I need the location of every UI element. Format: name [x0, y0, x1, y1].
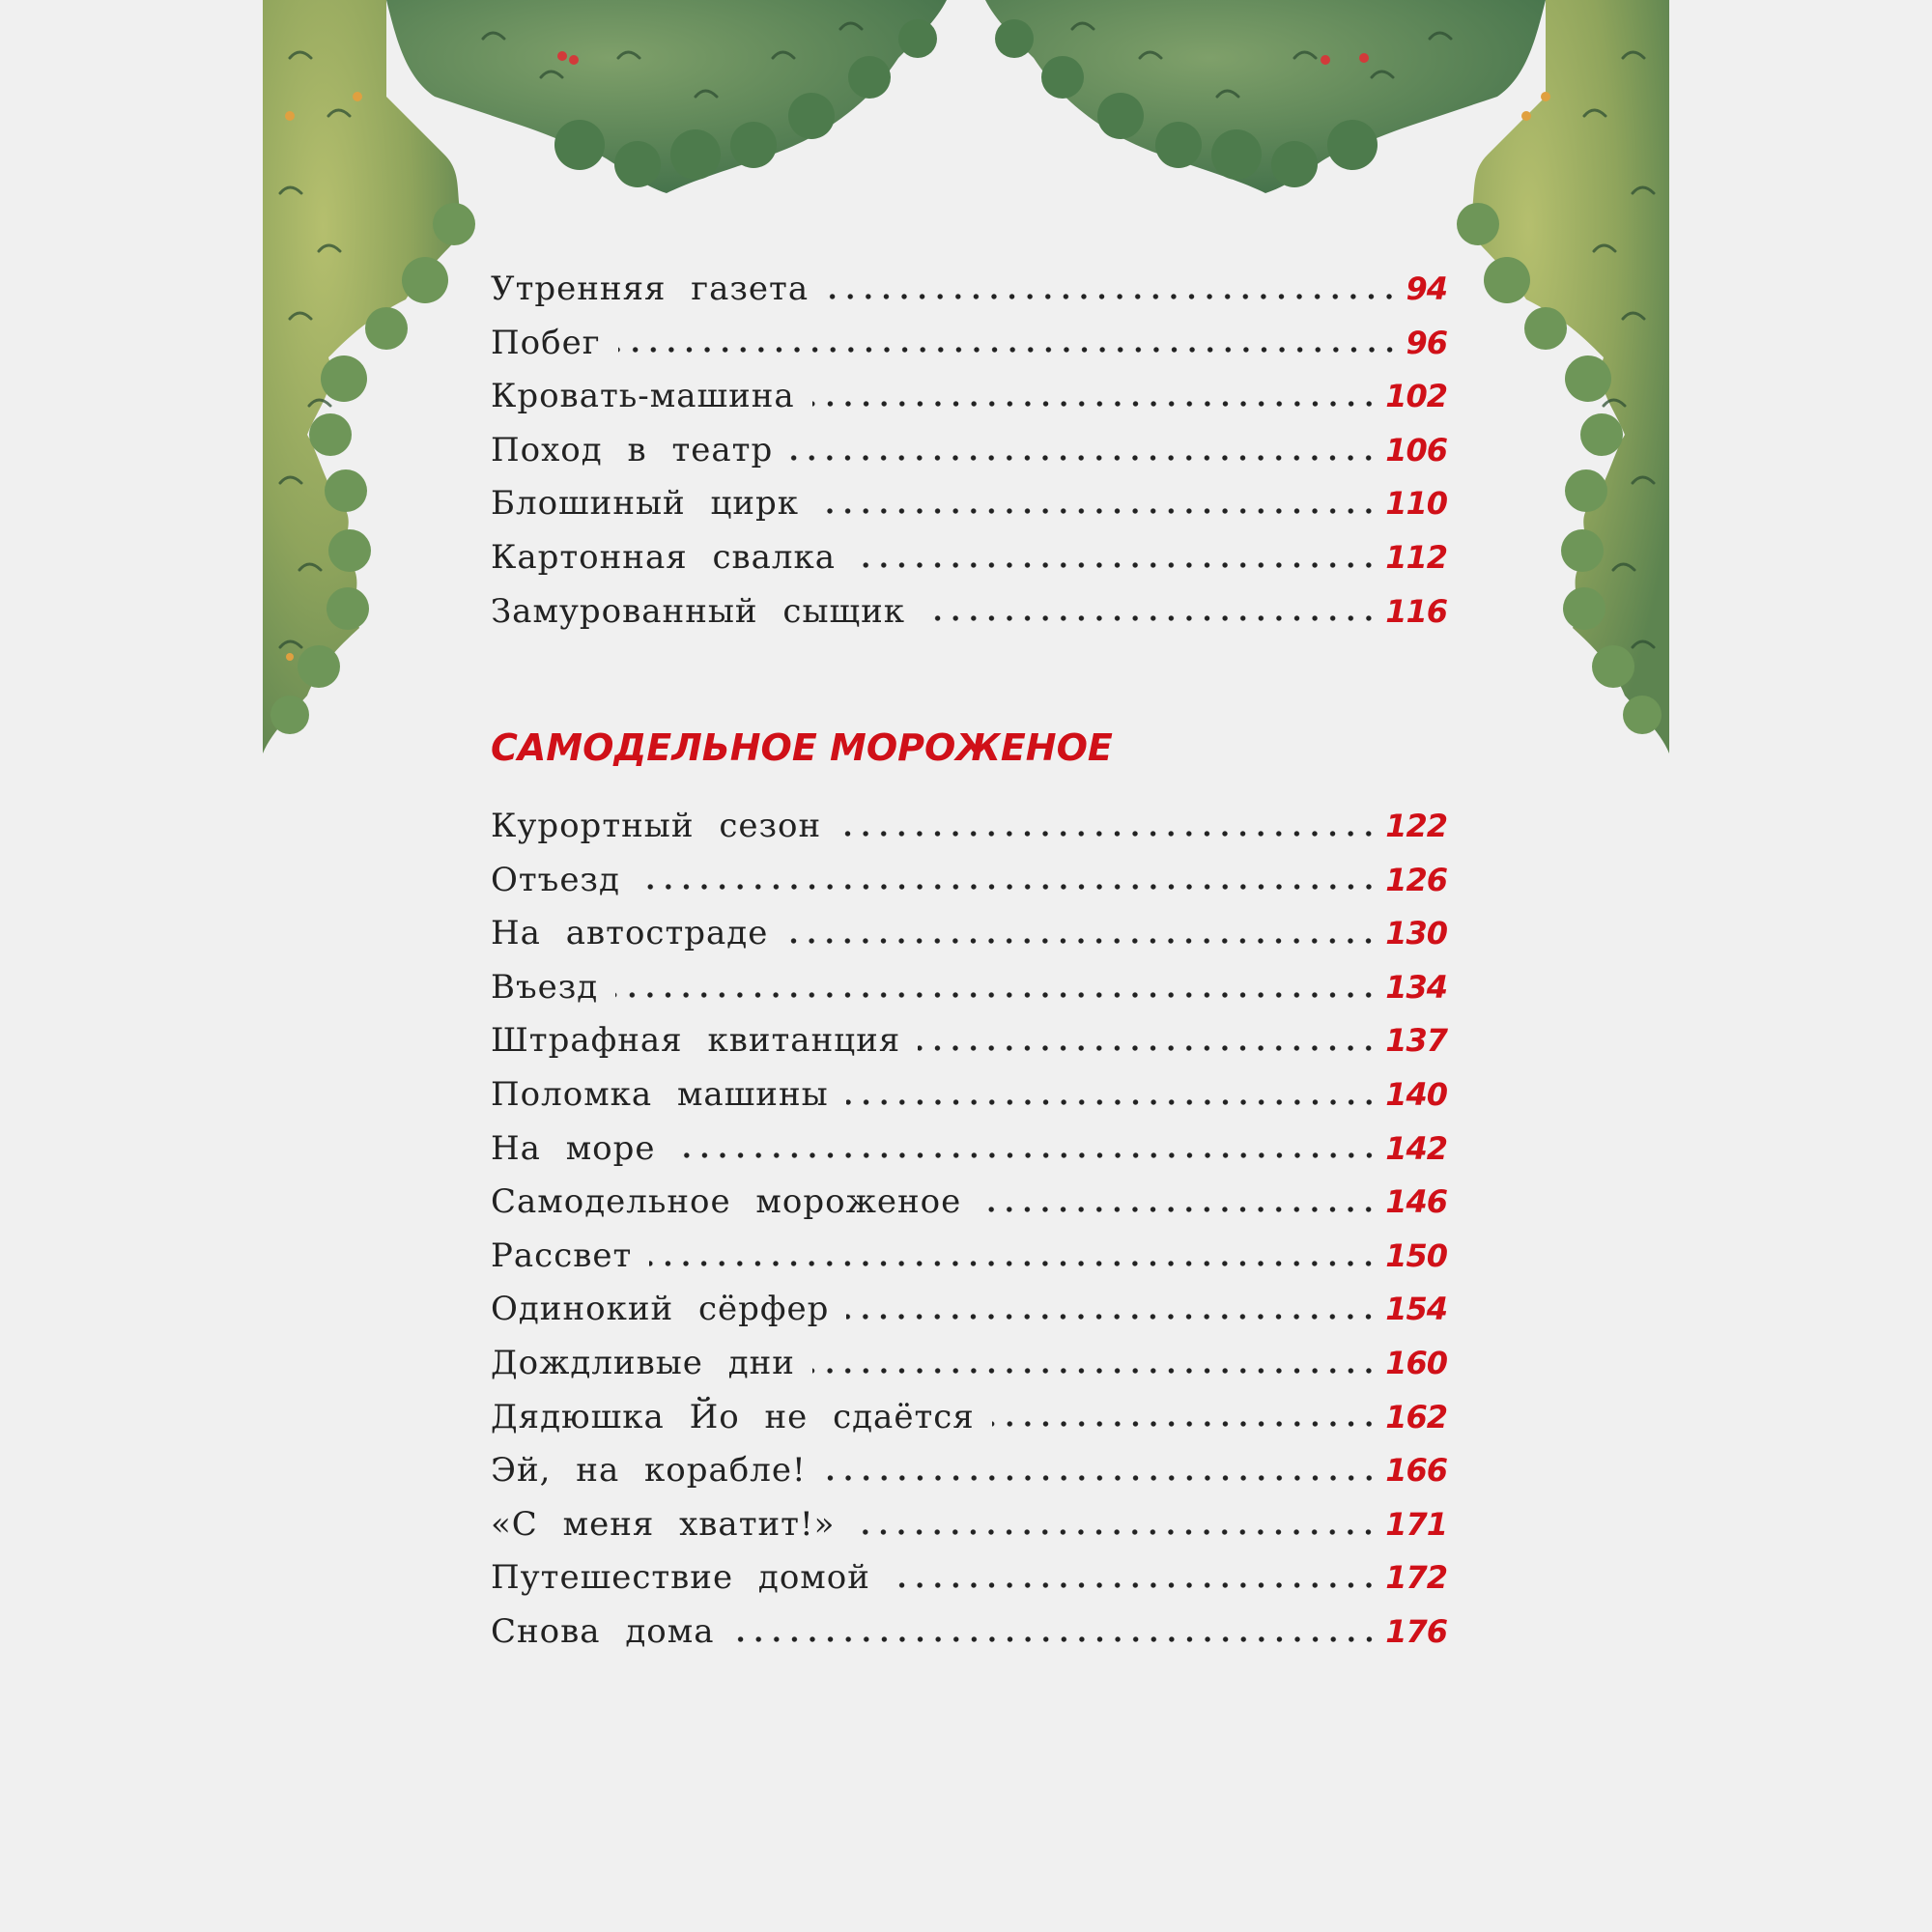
toc-entry[interactable] — [491, 1230, 1447, 1284]
toc-entry-page: 137 — [1385, 1022, 1447, 1060]
toc-entry[interactable] — [491, 1551, 1447, 1605]
toc-entry-page: 102 — [1385, 378, 1447, 415]
toc-dot-leader — [888, 1581, 1378, 1589]
toc-dot-leader — [846, 1313, 1378, 1321]
toc-entry-page: 160 — [1385, 1344, 1447, 1381]
toc-entry[interactable] — [491, 1014, 1447, 1068]
toc-entry-page: 116 — [1385, 592, 1447, 630]
toc-dot-leader — [618, 346, 1399, 354]
toc-entry-title: Картонная свалка — [491, 537, 837, 577]
toc-entry[interactable] — [491, 1605, 1447, 1660]
toc-entry-title: Утренняя газета — [491, 270, 810, 308]
toc-entry-page: 172 — [1385, 1559, 1447, 1597]
toc-entry[interactable] — [491, 1176, 1447, 1230]
toc-entry-page: 130 — [1385, 915, 1447, 952]
toc-entry-title: Побег — [491, 323, 601, 362]
toc-dot-leader — [838, 830, 1378, 838]
toc-entry-title: Самодельное мороженое — [491, 1182, 962, 1222]
toc-entry-title: Снова дома — [491, 1611, 715, 1651]
toc-entry-title: Штрафная квитанция — [491, 1021, 901, 1061]
toc-entry-page: 140 — [1385, 1075, 1447, 1113]
toc-dot-leader — [918, 1044, 1378, 1052]
toc-entry-page: 166 — [1385, 1452, 1447, 1490]
toc-dot-leader — [732, 1635, 1378, 1643]
toc-entry-page: 110 — [1385, 485, 1447, 523]
toc-entry-page: 154 — [1385, 1291, 1447, 1328]
toc-list-part-1 — [491, 263, 1447, 639]
toc-entry[interactable] — [491, 961, 1447, 1015]
toc-dot-leader — [673, 1151, 1378, 1159]
toc-entry[interactable] — [491, 1391, 1447, 1445]
toc-dot-leader — [812, 400, 1378, 408]
toc-entry-page: 171 — [1385, 1505, 1447, 1543]
toc-dot-leader — [824, 1474, 1378, 1482]
toc-entry-title: Въезд — [491, 967, 599, 1007]
toc-entry-page: 126 — [1385, 861, 1447, 898]
toc-entry[interactable] — [491, 1337, 1447, 1391]
toc-entry[interactable] — [491, 1444, 1447, 1498]
toc-entry[interactable] — [491, 854, 1447, 908]
toc-entry[interactable] — [491, 370, 1447, 424]
toc-dot-leader — [785, 937, 1378, 945]
toc-entry-title: Дождливые дни — [491, 1343, 795, 1382]
toc-entry[interactable] — [491, 424, 1447, 478]
toc-entry-title: На море — [491, 1128, 656, 1168]
toc-entry-page: 176 — [1385, 1612, 1447, 1650]
toc-entry-page: 122 — [1385, 808, 1447, 844]
toc-dot-leader — [816, 507, 1378, 515]
toc-entry-title: Отъезд — [491, 860, 620, 899]
toc-entry[interactable] — [491, 585, 1447, 639]
toc-entry-title: «С меня хватит!» — [491, 1504, 836, 1544]
toc-entry-title: На автостраде — [491, 914, 769, 953]
toc-dot-leader — [826, 293, 1398, 300]
toc-entry-page: 150 — [1385, 1236, 1447, 1274]
toc-entry-title: Эй, на корабле! — [491, 1451, 807, 1491]
toc-entry-page: 112 — [1385, 538, 1447, 576]
toc-entry[interactable] — [491, 317, 1447, 371]
toc-entry-page: 142 — [1385, 1129, 1447, 1167]
toc-dot-leader — [979, 1206, 1378, 1213]
toc-entry-page: 146 — [1385, 1183, 1447, 1221]
toc-entry-title: Блошиный цирк — [491, 484, 800, 524]
toc-entry-page: 106 — [1385, 431, 1447, 469]
toc-dot-leader — [846, 1098, 1378, 1106]
toc-entry[interactable] — [491, 1283, 1447, 1337]
toc-dot-leader — [853, 561, 1378, 569]
toc-entry-title: Рассвет — [491, 1236, 633, 1275]
toc-entry[interactable] — [491, 1498, 1447, 1552]
toc-dot-leader — [638, 883, 1378, 891]
toc-entry-title: Кровать-машина — [491, 377, 795, 416]
toc-dot-leader — [790, 454, 1378, 462]
toc-dot-leader — [812, 1367, 1378, 1375]
toc-entry-title: Одинокий сёрфер — [491, 1290, 830, 1329]
toc-dot-leader — [923, 614, 1378, 622]
toc-entry[interactable] — [491, 907, 1447, 961]
section-heading: САМОДЕЛЬНОЕ МОРОЖЕНОЕ — [491, 726, 1113, 769]
toc-entry[interactable] — [491, 531, 1447, 585]
toc-entry-title: Поломка машины — [491, 1074, 829, 1114]
toc-entry-page: 94 — [1406, 270, 1447, 307]
toc-entry[interactable] — [491, 1122, 1447, 1177]
toc-entry-page: 134 — [1385, 968, 1447, 1006]
toc-entry[interactable] — [491, 477, 1447, 531]
toc-entry-page: 96 — [1406, 324, 1447, 361]
toc-dot-leader — [992, 1420, 1378, 1428]
toc-entry-title: Замурованный сыщик — [491, 591, 906, 631]
toc-entry-title: Путешествие домой — [491, 1558, 870, 1598]
toc-entry-page: 162 — [1385, 1398, 1447, 1435]
toc-entry-title: Курортный сезон — [491, 807, 822, 845]
toc-entry-title: Дядюшка Йо не сдаётся — [491, 1397, 975, 1436]
toc-entry-title: Поход в театр — [491, 430, 774, 469]
toc-entry[interactable] — [491, 800, 1447, 854]
toc-dot-leader — [649, 1260, 1378, 1267]
toc-dot-leader — [615, 991, 1378, 999]
toc-entry[interactable] — [491, 1068, 1447, 1122]
toc-dot-leader — [852, 1528, 1378, 1536]
toc-entry[interactable] — [491, 263, 1447, 317]
toc-list-part-2 — [491, 800, 1447, 1660]
